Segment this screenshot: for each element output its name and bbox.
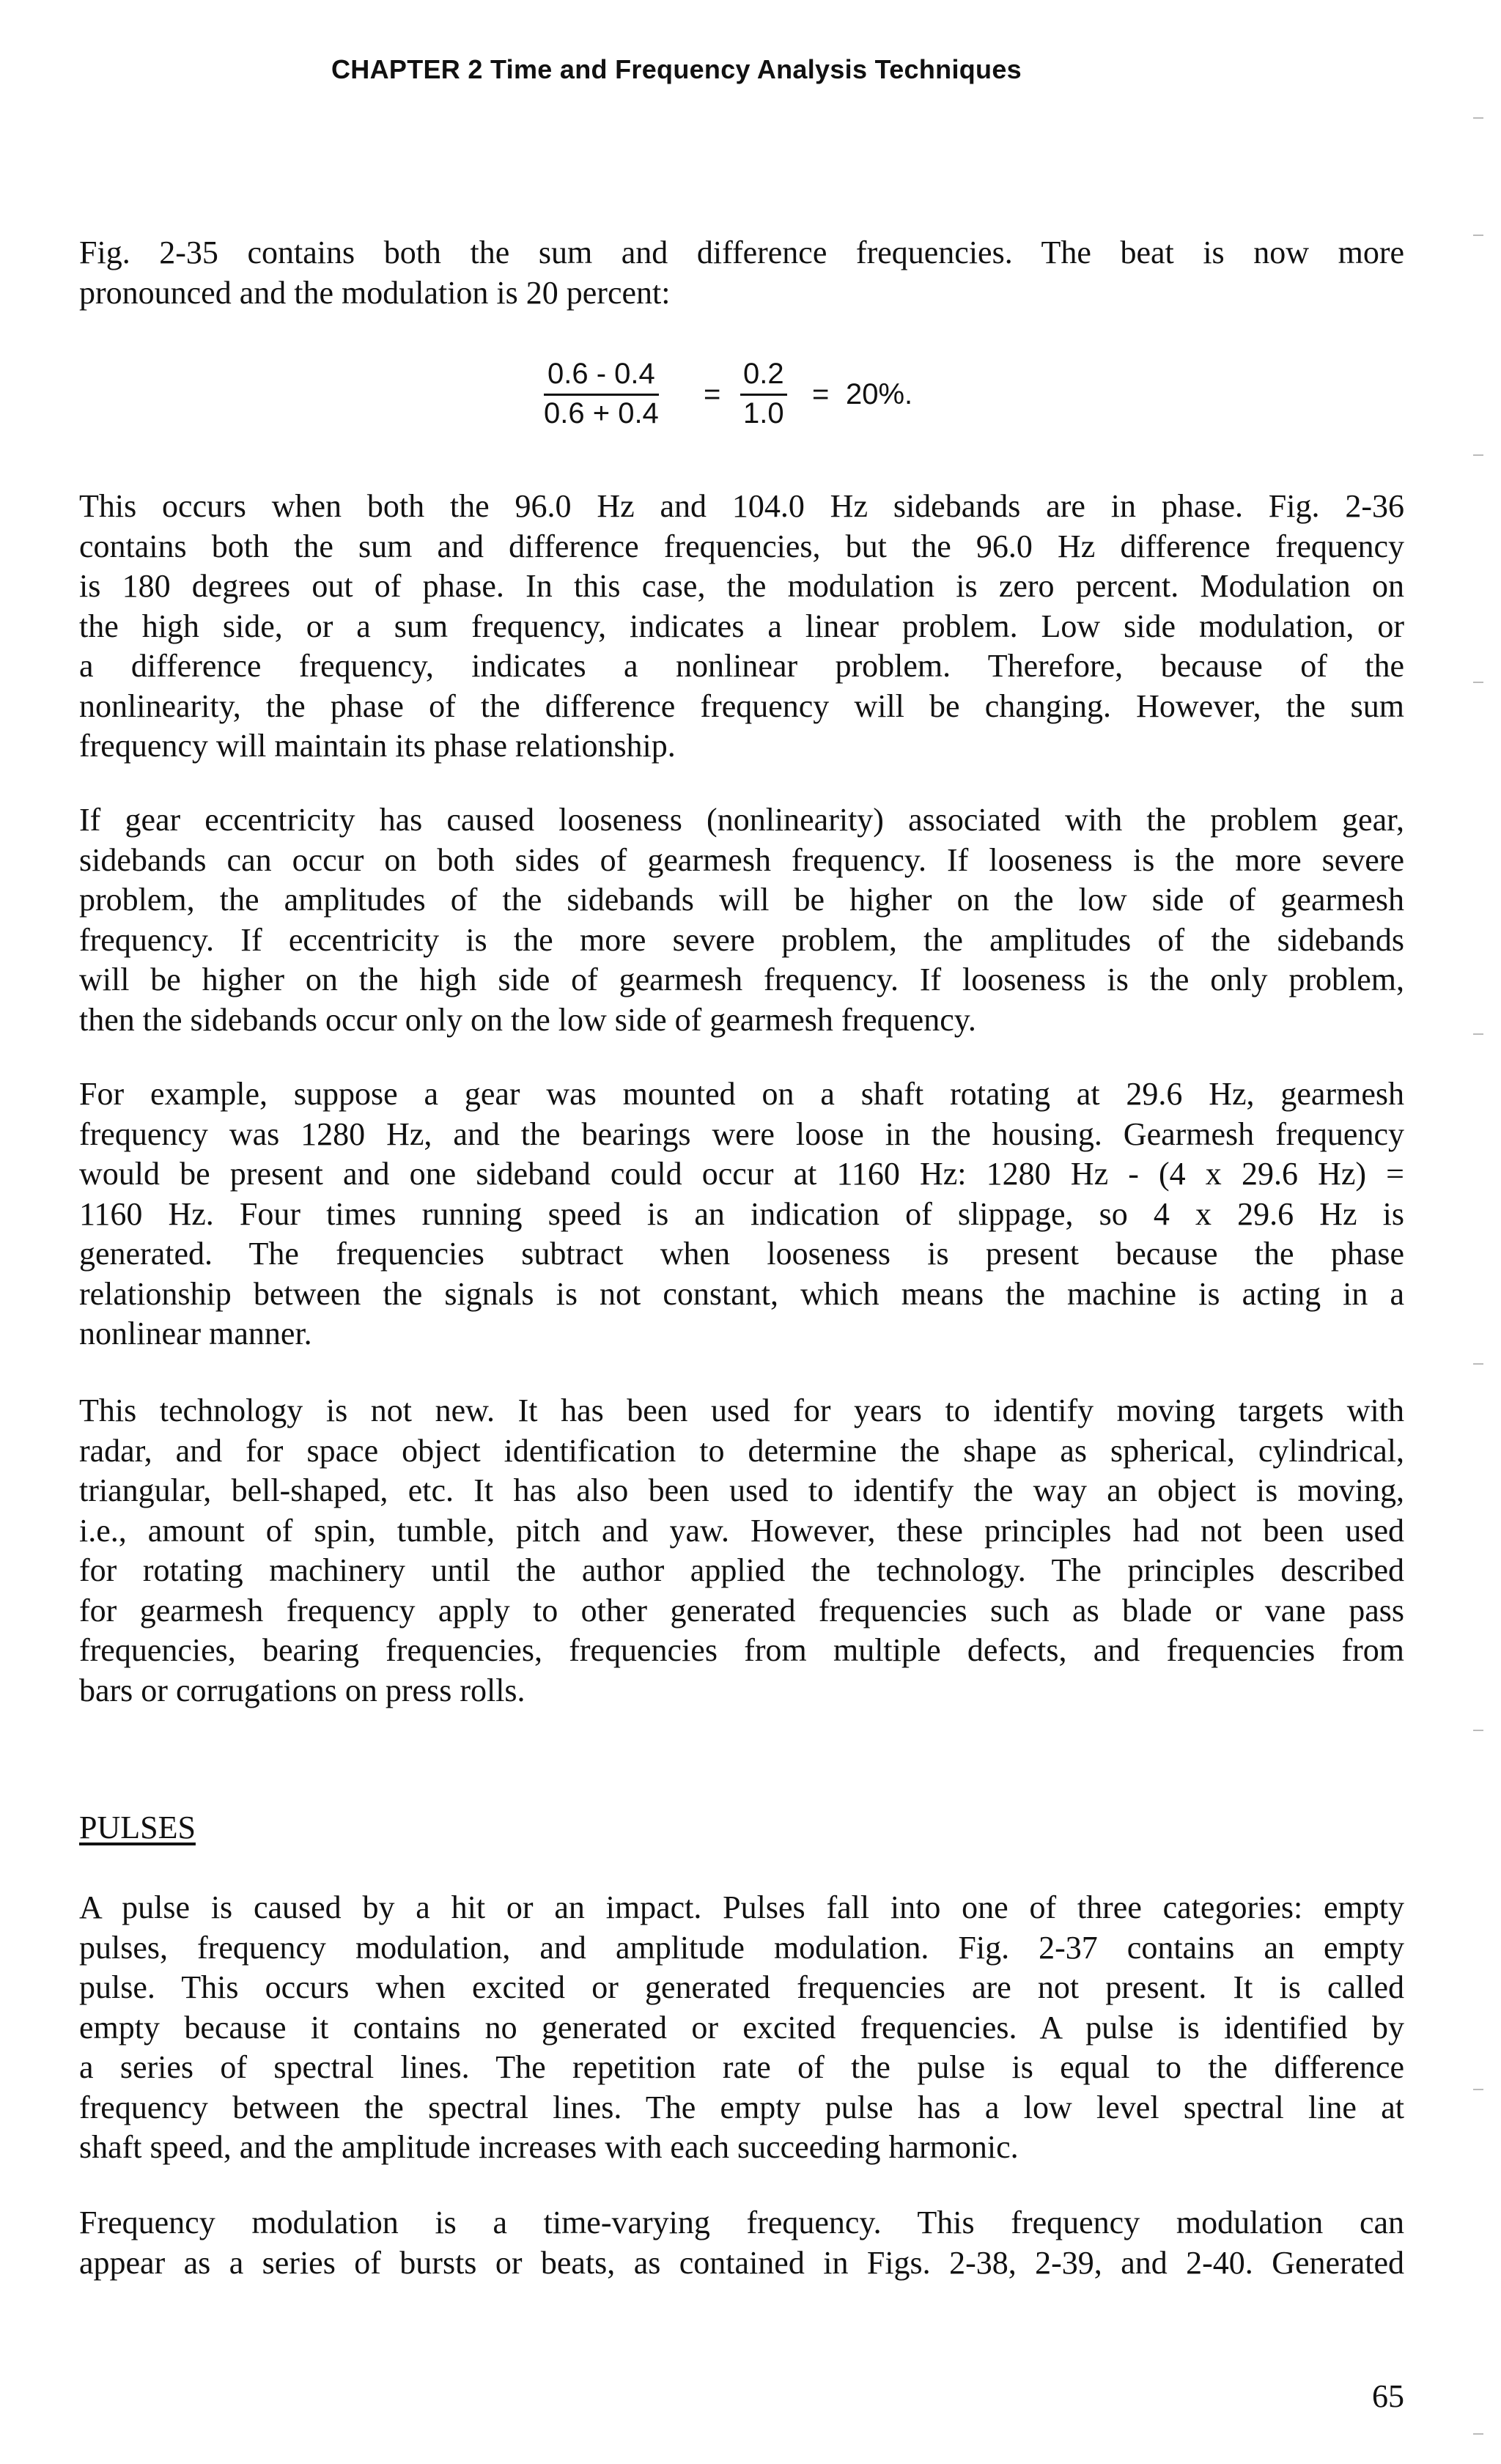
text-line: frequency will maintain its phase relationship. bbox=[79, 728, 676, 764]
margin-mark bbox=[1473, 1730, 1483, 1731]
text-line: empty because it contains no generated or excited frequencies. A pulse is identified by bbox=[79, 2009, 1404, 2046]
text-line: radar, and for space object identification to determine the shape as spherical, cylindrical, bbox=[79, 1432, 1404, 1469]
page-number: 65 bbox=[1372, 2378, 1404, 2414]
text-line: relationship between the signals is not constant, which means the machine is acting in a bbox=[79, 1275, 1404, 1312]
paragraph bbox=[79, 2203, 1404, 2283]
text-line: frequencies, bearing frequencies, frequencies from multiple defects, and frequencies from bbox=[79, 1632, 1404, 1668]
text-line: then the sidebands occur only on the low side of gearmesh frequency. bbox=[79, 1001, 976, 1038]
text-line: sidebands can occur on both sides of gearmesh frequency. If looseness is the more severe bbox=[79, 841, 1404, 878]
paragraph bbox=[79, 800, 1404, 1040]
text-line: bars or corrugations on press rolls. bbox=[79, 1672, 525, 1708]
text-line: This technology is not new. It has been used for years to identify moving targets with bbox=[79, 1393, 1404, 1428]
equals-sign: = bbox=[704, 378, 721, 410]
text-line: Frequency modulation is a time-varying frequency. This frequency modulation can bbox=[79, 2205, 1404, 2240]
margin-mark bbox=[1473, 2433, 1483, 2435]
text-line: will be higher on the high side of gearmesh frequency. If looseness is the only problem, bbox=[79, 962, 1404, 997]
text-line: shaft speed, and the amplitude increases with each succeeding harmonic. bbox=[79, 2129, 1019, 2165]
text-line: a series of spectral lines. The repetition rate of the pulse is equal to the difference bbox=[79, 2049, 1404, 2085]
paragraph bbox=[79, 487, 1404, 767]
margin-mark bbox=[1473, 2089, 1483, 2090]
text-line: frequency was 1280 Hz, and the bearings were loose in the housing. Gearmesh frequency bbox=[79, 1115, 1404, 1152]
fraction-result bbox=[740, 358, 787, 430]
fraction-numerator: 0.2 bbox=[743, 358, 784, 390]
margin-mark bbox=[1473, 682, 1483, 683]
margin-mark bbox=[1473, 117, 1483, 119]
text-line: Fig. 2-35 contains both the sum and difference frequencies. The beat is now more bbox=[79, 235, 1404, 270]
text-line: This occurs when both the 96.0 Hz and 104.0 Hz sidebands are in phase. Fig. 2-36 bbox=[79, 488, 1404, 524]
paragraph bbox=[79, 1888, 1404, 2168]
margin-mark bbox=[1473, 454, 1483, 456]
margin-mark bbox=[1473, 235, 1483, 236]
text-line: pulses, frequency modulation, and amplitude modulation. Fig. 2-37 contains an empty bbox=[79, 1929, 1404, 1966]
paragraph bbox=[79, 1391, 1404, 1711]
text-line: frequency. If eccentricity is the more severe problem, the amplitudes of the sidebands bbox=[79, 921, 1404, 958]
fraction-denominator: 0.6 + 0.4 bbox=[544, 397, 659, 429]
text-line: for rotating machinery until the author applied the technology. The principles described bbox=[79, 1552, 1404, 1588]
text-line: a difference frequency, indicates a nonlinear problem. Therefore, because of the bbox=[79, 648, 1404, 684]
text-line: For example, suppose a gear was mounted on a shaft rotating at 29.6 Hz, gearmesh bbox=[79, 1076, 1404, 1112]
text-line: i.e., amount of spin, tumble, pitch and yaw. However, these principles had not been used bbox=[79, 1512, 1404, 1549]
paragraph bbox=[79, 233, 1404, 313]
equals-sign: = bbox=[812, 378, 830, 410]
text-line: appear as a series of bursts or beats, as contained in Figs. 2-38, 2-39, and 2-40. Generated bbox=[79, 2244, 1404, 2281]
text-line: for gearmesh frequency apply to other generated frequencies such as blade or vane pass bbox=[79, 1592, 1404, 1628]
fraction-numerator: 0.6 - 0.4 bbox=[547, 358, 655, 390]
section-heading: PULSES bbox=[79, 1810, 196, 1845]
text-line: A pulse is caused by a hit or an impact. Pulses fall into one of three categories: empty bbox=[79, 1889, 1404, 1925]
text-line: generated. The frequencies subtract when looseness is present because the phase bbox=[79, 1236, 1404, 1272]
equation-result: 20%. bbox=[846, 378, 913, 410]
text-line: problem, the amplitudes of the sidebands will be higher on the low side of gearmesh bbox=[79, 882, 1404, 918]
paragraph bbox=[79, 1074, 1404, 1354]
fraction-difference-over-sum bbox=[544, 358, 659, 430]
text-line: would be present and one sideband could occur at 1160 Hz: 1280 Hz - (4 x 29.6 Hz) = bbox=[79, 1156, 1404, 1192]
text-line: pronounced and the modulation is 20 percent: bbox=[79, 274, 671, 311]
text-line: pulse. This occurs when excited or generated frequencies are not present. It is called bbox=[79, 1969, 1404, 2005]
text-line: nonlinearity, the phase of the difference frequency will be changing. However, the sum bbox=[79, 687, 1404, 724]
text-line: 1160 Hz. Four times running speed is an indication of slippage, so 4 x 29.6 Hz is bbox=[79, 1195, 1404, 1232]
margin-mark bbox=[1473, 1033, 1483, 1035]
modulation-equation bbox=[544, 358, 954, 453]
fraction-denominator: 1.0 bbox=[743, 397, 784, 429]
text-line: contains both the sum and difference frequencies, but the 96.0 Hz difference frequency bbox=[79, 528, 1404, 564]
text-line: frequency between the spectral lines. The empty pulse has a low level spectral line at bbox=[79, 2089, 1404, 2125]
text-line: If gear eccentricity has caused looseness (nonlinearity) associated with the problem gear, bbox=[79, 802, 1404, 838]
text-line: triangular, bell-shaped, etc. It has also been used to identify the way an object is moving, bbox=[79, 1472, 1404, 1508]
text-line: is 180 degrees out of phase. In this case, the modulation is zero percent. Modulation on bbox=[79, 568, 1404, 604]
margin-mark bbox=[1473, 1363, 1483, 1365]
chapter-header: CHAPTER 2 Time and Frequency Analysis Techniques bbox=[331, 54, 1022, 84]
text-line: nonlinear manner. bbox=[79, 1316, 312, 1351]
text-line: the high side, or a sum frequency, indicates a linear problem. Low side modulation, or bbox=[79, 608, 1404, 644]
